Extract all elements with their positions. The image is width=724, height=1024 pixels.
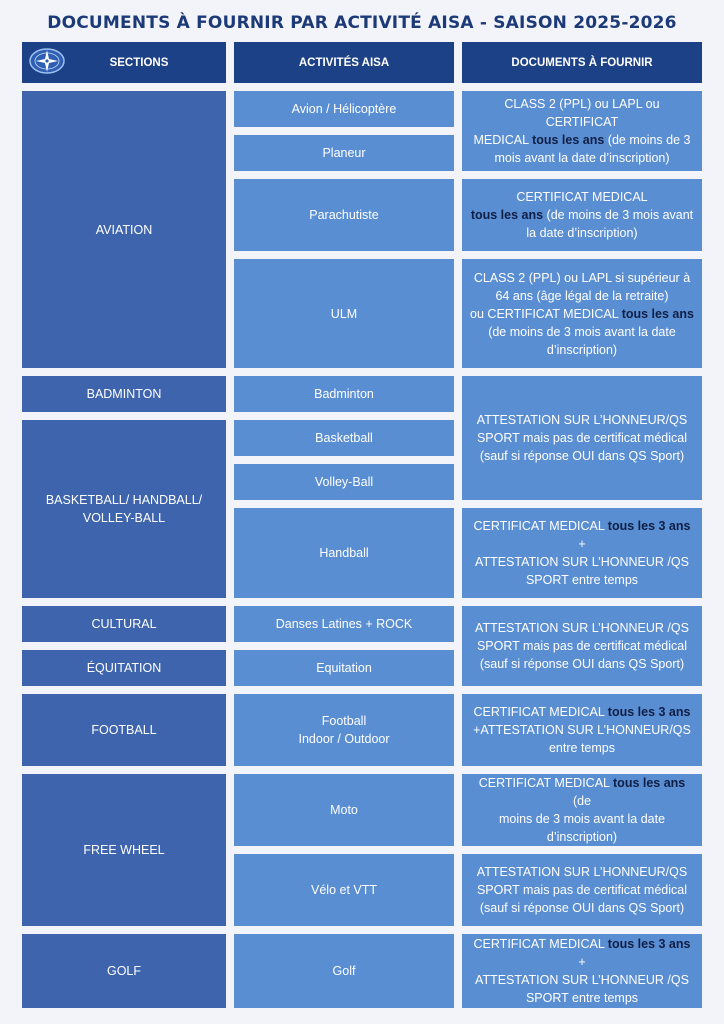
activity-avion-helicoptere: Avion / Hélicoptère [234, 91, 454, 127]
document-text: (de moins de 3 [604, 133, 691, 147]
highlight-text: tous les 3 ans [607, 705, 691, 719]
document-line [474, 703, 691, 721]
activity-planeur: Planeur [234, 135, 454, 171]
activity-football-subtitle: Indoor / Outdoor [298, 732, 390, 746]
activity-volley-ball: Volley-Ball [234, 464, 454, 500]
section-free-wheel: FREE WHEEL [22, 774, 226, 926]
document-text: 64 ans (âge légal de la retraite) [495, 288, 669, 303]
document-text: + [578, 537, 586, 551]
document-cell [462, 694, 702, 766]
activity-danses-latines-rock: Danses Latines + ROCK [234, 606, 454, 642]
document-text: la date d’inscription) [526, 226, 638, 240]
document-line [477, 881, 687, 899]
document-text: (de moins de 3 mois avant la date [488, 324, 676, 339]
activity-golf: Golf [234, 934, 454, 1008]
document-line [495, 287, 668, 305]
document-cell [462, 259, 702, 368]
document-text: ATTESTATION SUR L’HONNEUR/QS [476, 413, 688, 427]
document-text: SPORT entre temps [525, 573, 639, 587]
document-line [475, 971, 689, 989]
document-text: (de [572, 794, 592, 808]
document-text: (sauf si réponse OUI dans QS Sport) [479, 449, 685, 463]
header-documents: DOCUMENTS À FOURNIR [462, 42, 702, 83]
document-text: ATTESTATION SUR L’HONNEUR /QS [475, 973, 689, 987]
document-line [475, 619, 689, 637]
document-line [547, 341, 617, 359]
activity-velo-vtt: Vélo et VTT [234, 854, 454, 926]
section-golf: GOLF [22, 934, 226, 1008]
document-line [480, 899, 684, 917]
document-text: SPORT mais pas de certificat médical [476, 883, 688, 897]
document-line [474, 269, 690, 287]
header-activities: ACTIVITÉS AISA [234, 42, 454, 83]
document-text: ATTESTATION SUR L’HONNEUR /QS [475, 555, 689, 569]
activity-parachutiste: Parachutiste [234, 179, 454, 251]
document-line [470, 935, 694, 971]
document-line [477, 637, 687, 655]
header-sections [22, 42, 226, 83]
compass-star-logo-icon [28, 47, 66, 75]
activity-ulm: ULM [234, 259, 454, 368]
document-line [516, 188, 647, 206]
document-line [470, 305, 694, 323]
activity-handball: Handball [234, 508, 454, 598]
document-line [475, 553, 689, 571]
document-cell [462, 91, 702, 171]
section-equitation: ÉQUITATION [22, 650, 226, 686]
highlight-text: tous les 3 ans [607, 519, 691, 533]
document-text: entre temps [548, 741, 615, 755]
section-basketball-label: BASKETBALL/ HANDBALL/ VOLLEY-BALL [45, 493, 203, 525]
document-text: (de moins de 3 mois avant [543, 208, 694, 222]
page-title: DOCUMENTS À FOURNIR PAR ACTIVITÉ AISA - SAISON 2025-2026 [47, 13, 677, 33]
document-text: moins de 3 mois avant la date [498, 812, 666, 826]
highlight-text: tous les ans [532, 133, 605, 147]
document-line [480, 447, 684, 465]
document-line [547, 828, 617, 846]
document-text: CERTIFICAT MEDICAL [473, 937, 608, 951]
activity-badminton: Badminton [234, 376, 454, 412]
document-cell [462, 606, 702, 686]
section-aviation: AVIATION [22, 91, 226, 368]
section-badminton: BADMINTON [22, 376, 226, 412]
document-line [526, 989, 638, 1007]
document-line [477, 411, 687, 429]
document-text: SPORT entre temps [525, 991, 639, 1005]
document-text: CERTIFICAT MEDICAL [473, 519, 608, 533]
document-line [494, 149, 669, 167]
activity-football [234, 694, 454, 766]
document-text: CERTIFICAT MEDICAL [516, 190, 648, 204]
document-text: mois avant la date d’inscription) [494, 151, 670, 165]
document-text: MEDICAL [473, 133, 533, 147]
document-text: + [578, 955, 586, 969]
document-text: SPORT mais pas de certificat médical [476, 639, 688, 653]
document-text: (sauf si réponse OUI dans QS Sport) [479, 657, 685, 671]
activity-equitation: Equitation [234, 650, 454, 686]
activity-football-label: Football [321, 714, 367, 728]
highlight-text: tous les ans [613, 776, 686, 790]
document-line [549, 739, 615, 757]
activity-moto: Moto [234, 774, 454, 846]
document-text: SPORT mais pas de certificat médical [476, 431, 688, 445]
document-line [470, 774, 694, 810]
document-line [473, 721, 691, 739]
document-line [477, 863, 687, 881]
document-line [477, 429, 687, 447]
document-line [488, 323, 676, 341]
document-text: CLASS 2 (PPL) ou LAPL si supérieur à [473, 270, 691, 285]
document-line [480, 655, 684, 673]
highlight-text: tous les ans [470, 208, 544, 222]
document-line [470, 517, 694, 553]
document-line [470, 95, 694, 131]
document-cell [462, 376, 702, 500]
document-cell [462, 854, 702, 926]
document-line [471, 206, 693, 224]
highlight-text: tous les ans [621, 306, 694, 321]
document-text: (sauf si réponse OUI dans QS Sport) [479, 901, 685, 915]
document-line [499, 810, 665, 828]
document-text: CERTIFICAT MEDICAL [478, 776, 614, 790]
header-sections-label: SECTIONS [109, 56, 169, 69]
activity-basketball: Basketball [234, 420, 454, 456]
document-text: CLASS 2 (PPL) ou LAPL ou CERTIFICAT [504, 97, 660, 129]
document-cell [462, 508, 702, 598]
document-text: +ATTESTATION SUR L’HONNEUR/QS [473, 723, 691, 737]
document-cell [462, 934, 702, 1008]
document-line [526, 224, 637, 242]
section-basketball-handball-volleyball [22, 420, 226, 598]
document-text: d’inscription) [546, 830, 618, 844]
document-text: d’inscription) [546, 342, 618, 357]
document-line [474, 131, 691, 149]
document-text: ATTESTATION SUR L’HONNEUR /QS [475, 621, 689, 635]
highlight-text: tous les 3 ans [607, 937, 691, 951]
section-cultural: CULTURAL [22, 606, 226, 642]
document-cell [462, 774, 702, 846]
section-football: FOOTBALL [22, 694, 226, 766]
document-cell [462, 179, 702, 251]
document-text: CERTIFICAT MEDICAL [473, 705, 608, 719]
document-text: ATTESTATION SUR L’HONNEUR/QS [476, 865, 688, 879]
document-line [526, 571, 638, 589]
document-text: ou CERTIFICAT MEDICAL [470, 306, 622, 321]
